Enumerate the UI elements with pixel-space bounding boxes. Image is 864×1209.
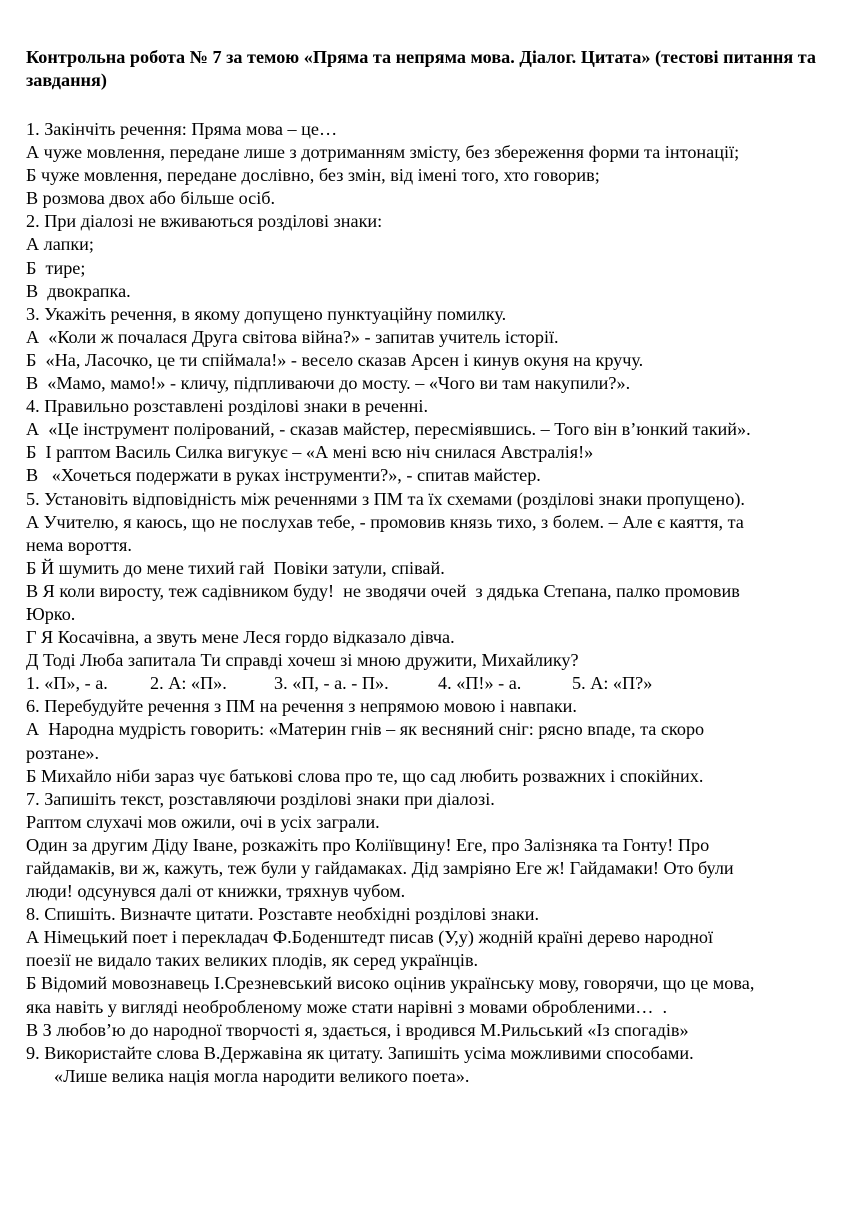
text-line: А Німецький поет і перекладач Ф.Боденштедт писав (У,у) жодній країні дерево народної xyxy=(26,927,714,948)
text-line: 9. Використайте слова В.Державіна як цитату. Запишіть усіма можливими способами. xyxy=(26,1042,694,1063)
text-line: яка навіть у вигляді необробленому може стати нарівні з мовами обробленими… . xyxy=(26,996,668,1017)
text-line: В З любов’ю до народної творчості я, здається, і вродився М.Рильський «Із спогадів» xyxy=(26,1019,689,1040)
text-line: гайдамаків, ви ж, кажуть, теж були у гайдамаках. Дід замріяно Еге ж! Гайдамаки! Ото були xyxy=(26,858,734,878)
text-line: В двокрапка. xyxy=(26,280,131,301)
text-line: В «Мамо, мамо!» - кличу, підпливаючи до мосту. – «Чого ви там накупили?». xyxy=(26,373,631,394)
text-line: А «Це інструмент полірований, - сказав майстер, пересміявшись. – Того він в’юнкий такий». xyxy=(26,419,751,440)
text-line: Г Я Косачівна, а звуть мене Леся гордо відказало дівча. xyxy=(26,627,455,648)
text-line: Один за другим Діду Іване, розкажіть про Коліївщину! Еге, про Залізняка та Гонту! Про xyxy=(26,834,710,855)
text-line: нема вороття. xyxy=(26,534,132,555)
text-line: А чуже мовлення, передане лише з дотриманням змісту, без збереження форми та інтонації; xyxy=(26,142,740,163)
document-body xyxy=(26,118,838,1088)
answer-option: 5. А: «П?» xyxy=(572,673,653,694)
text-line: Б І раптом Василь Силка вигукує – «А мені всю ніч снилася Австралія!» xyxy=(26,442,594,463)
text-line: Раптом слухачі мов ожили, очі в усіх заграли. xyxy=(26,811,380,832)
text-line: Б Михайло ніби зараз чує батькові слова про те, що сад любить розважних і спокійних. xyxy=(26,765,704,786)
text-line: 8. Спишіть. Визначте цитати. Розставте необхідні розділові знаки. xyxy=(26,904,539,925)
quote-line: «Лише велика нація могла народити великого поета». xyxy=(54,1065,470,1086)
text-line: Б Відомий мовознавець І.Срезневський високо оцінив українську мову, говорячи, що це мова, xyxy=(26,973,755,994)
text-line: 2. При діалозі не вживаються розділові знаки: xyxy=(26,211,383,232)
answer-key-row xyxy=(26,672,838,695)
text-line: поезії не видало таких великих плодів, як серед українців. xyxy=(26,950,479,971)
text-line: 7. Запишіть текст, розставляючи розділові знаки при діалозі. xyxy=(26,788,495,809)
text-line: 1. Закінчіть речення: Пряма мова – це… xyxy=(26,119,338,139)
text-line: 5. Установіть відповідність між реченнями з ПМ та їх схемами (розділові знаки пропущено). xyxy=(26,488,745,509)
answer-option: 3. «П, - а. - П». xyxy=(274,673,389,694)
text-line: 4. Правильно розставлені розділові знаки в реченні. xyxy=(26,396,429,417)
text-line: А лапки; xyxy=(26,234,94,255)
document-title: Контрольна робота № 7 за темою «Пряма та непряма мова. Діалог. Цитата» (тестові питання та завдання) xyxy=(26,47,816,90)
text-line: розтане». xyxy=(26,742,100,763)
text-line: Б тире; xyxy=(26,257,86,278)
answer-option: 4. «П!» - а. xyxy=(438,673,522,694)
text-line: 6. Перебудуйте речення з ПМ на речення з непрямою мовою і навпаки. xyxy=(26,696,577,717)
text-line: В Я коли виросту, теж садівником буду! не зводячи очей з дядька Степана, палко промовив xyxy=(26,580,740,601)
text-line: В «Хочеться подержати в руках інструменти?», - спитав майстер. xyxy=(26,465,541,486)
text-line: В розмова двох або більше осіб. xyxy=(26,188,276,209)
text-line: люди! одсунувся далі от книжки, тряхнув чубом. xyxy=(26,881,406,902)
text-line: Д Тоді Люба запитала Ти справді хочеш зі мною дружити, Михайлику? xyxy=(26,650,579,671)
document-page xyxy=(26,46,838,1088)
text-line: 3. Укажіть речення, в якому допущено пунктуаційну помилку. xyxy=(26,303,507,324)
text-line: Б «На, Ласочко, це ти спіймала!» - весело сказав Арсен і кинув окуня на кручу. xyxy=(26,349,644,370)
text-line: Юрко. xyxy=(26,603,76,624)
text-line: А «Коли ж почалася Друга світова війна?» - запитав учитель історії. xyxy=(26,326,559,347)
answer-option: 2. А: «П». xyxy=(150,673,227,694)
text-line: А Учителю, я каюсь, що не послухав тебе, - промовив князь тихо, з болем. – Але є каяття, та xyxy=(26,511,744,532)
text-line: Б чуже мовлення, передане дослівно, без змін, від імені того, хто говорив; xyxy=(26,165,600,186)
answer-option: 1. «П», - а. xyxy=(26,673,108,694)
text-line: А Народна мудрість говорить: «Материн гнів – як весняний сніг: рясно впаде, та скоро xyxy=(26,719,705,740)
text-line: Б Й шумить до мене тихий гай Повіки затули, співай. xyxy=(26,557,445,578)
